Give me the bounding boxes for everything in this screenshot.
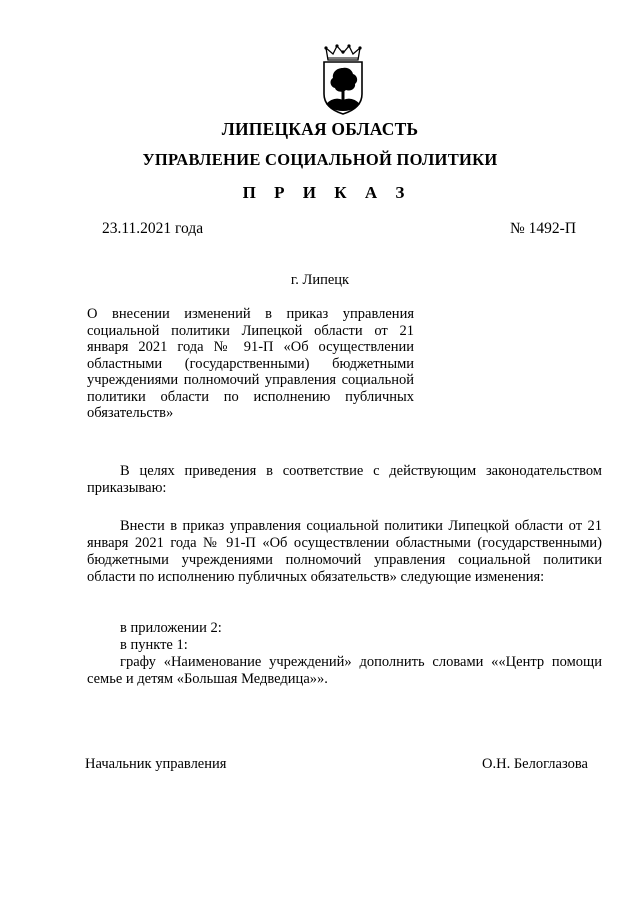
order-number: № 1492-П: [510, 220, 577, 237]
main-paragraph: Внести в приказ управления социальной политики Липецкой области от 21 января 2021 года № 91-П «Об осуществлении областными (государственными) бюджетными учреждениями полномочий управления социальной политики области по исполнению публичных обязательств» следующие изменения:: [87, 518, 602, 585]
amendments-block: [87, 620, 602, 688]
amendment-line-appendix: в приложении 2:: [120, 620, 222, 636]
signatory-name: О.Н. Белоглазова: [482, 756, 588, 772]
coat-of-arms-icon: [316, 44, 370, 116]
region-title: ЛИПЕЦКАЯ ОБЛАСТЬ: [221, 119, 419, 139]
amendment-line-text: графу «Наименование учреждений» дополнить словами ««Центр помощи семье и детям «Большая Медведица»».: [87, 654, 602, 687]
order-date: 23.11.2021 года: [102, 220, 204, 237]
order-city: г. Липецк: [290, 272, 350, 288]
preamble-paragraph: В целях приведения в соответствие с действующим законодательством приказываю:: [87, 463, 602, 496]
order-subject: О внесении изменений в приказ управления социальной политики Липецкой области от 21 января 2021 года № 91-П «Об осуществлении областными (государственными) бюджетными учреждениями полномочий управления социальной политики области по исполнению публичных обязательств»: [87, 306, 414, 421]
signatory-position: Начальник управления: [85, 756, 227, 772]
document-type: П Р И К А З: [242, 183, 412, 202]
amendment-line-clause: в пункте 1:: [120, 637, 188, 653]
department-title: УПРАВЛЕНИЕ СОЦИАЛЬНОЙ ПОЛИТИКИ: [142, 150, 498, 169]
